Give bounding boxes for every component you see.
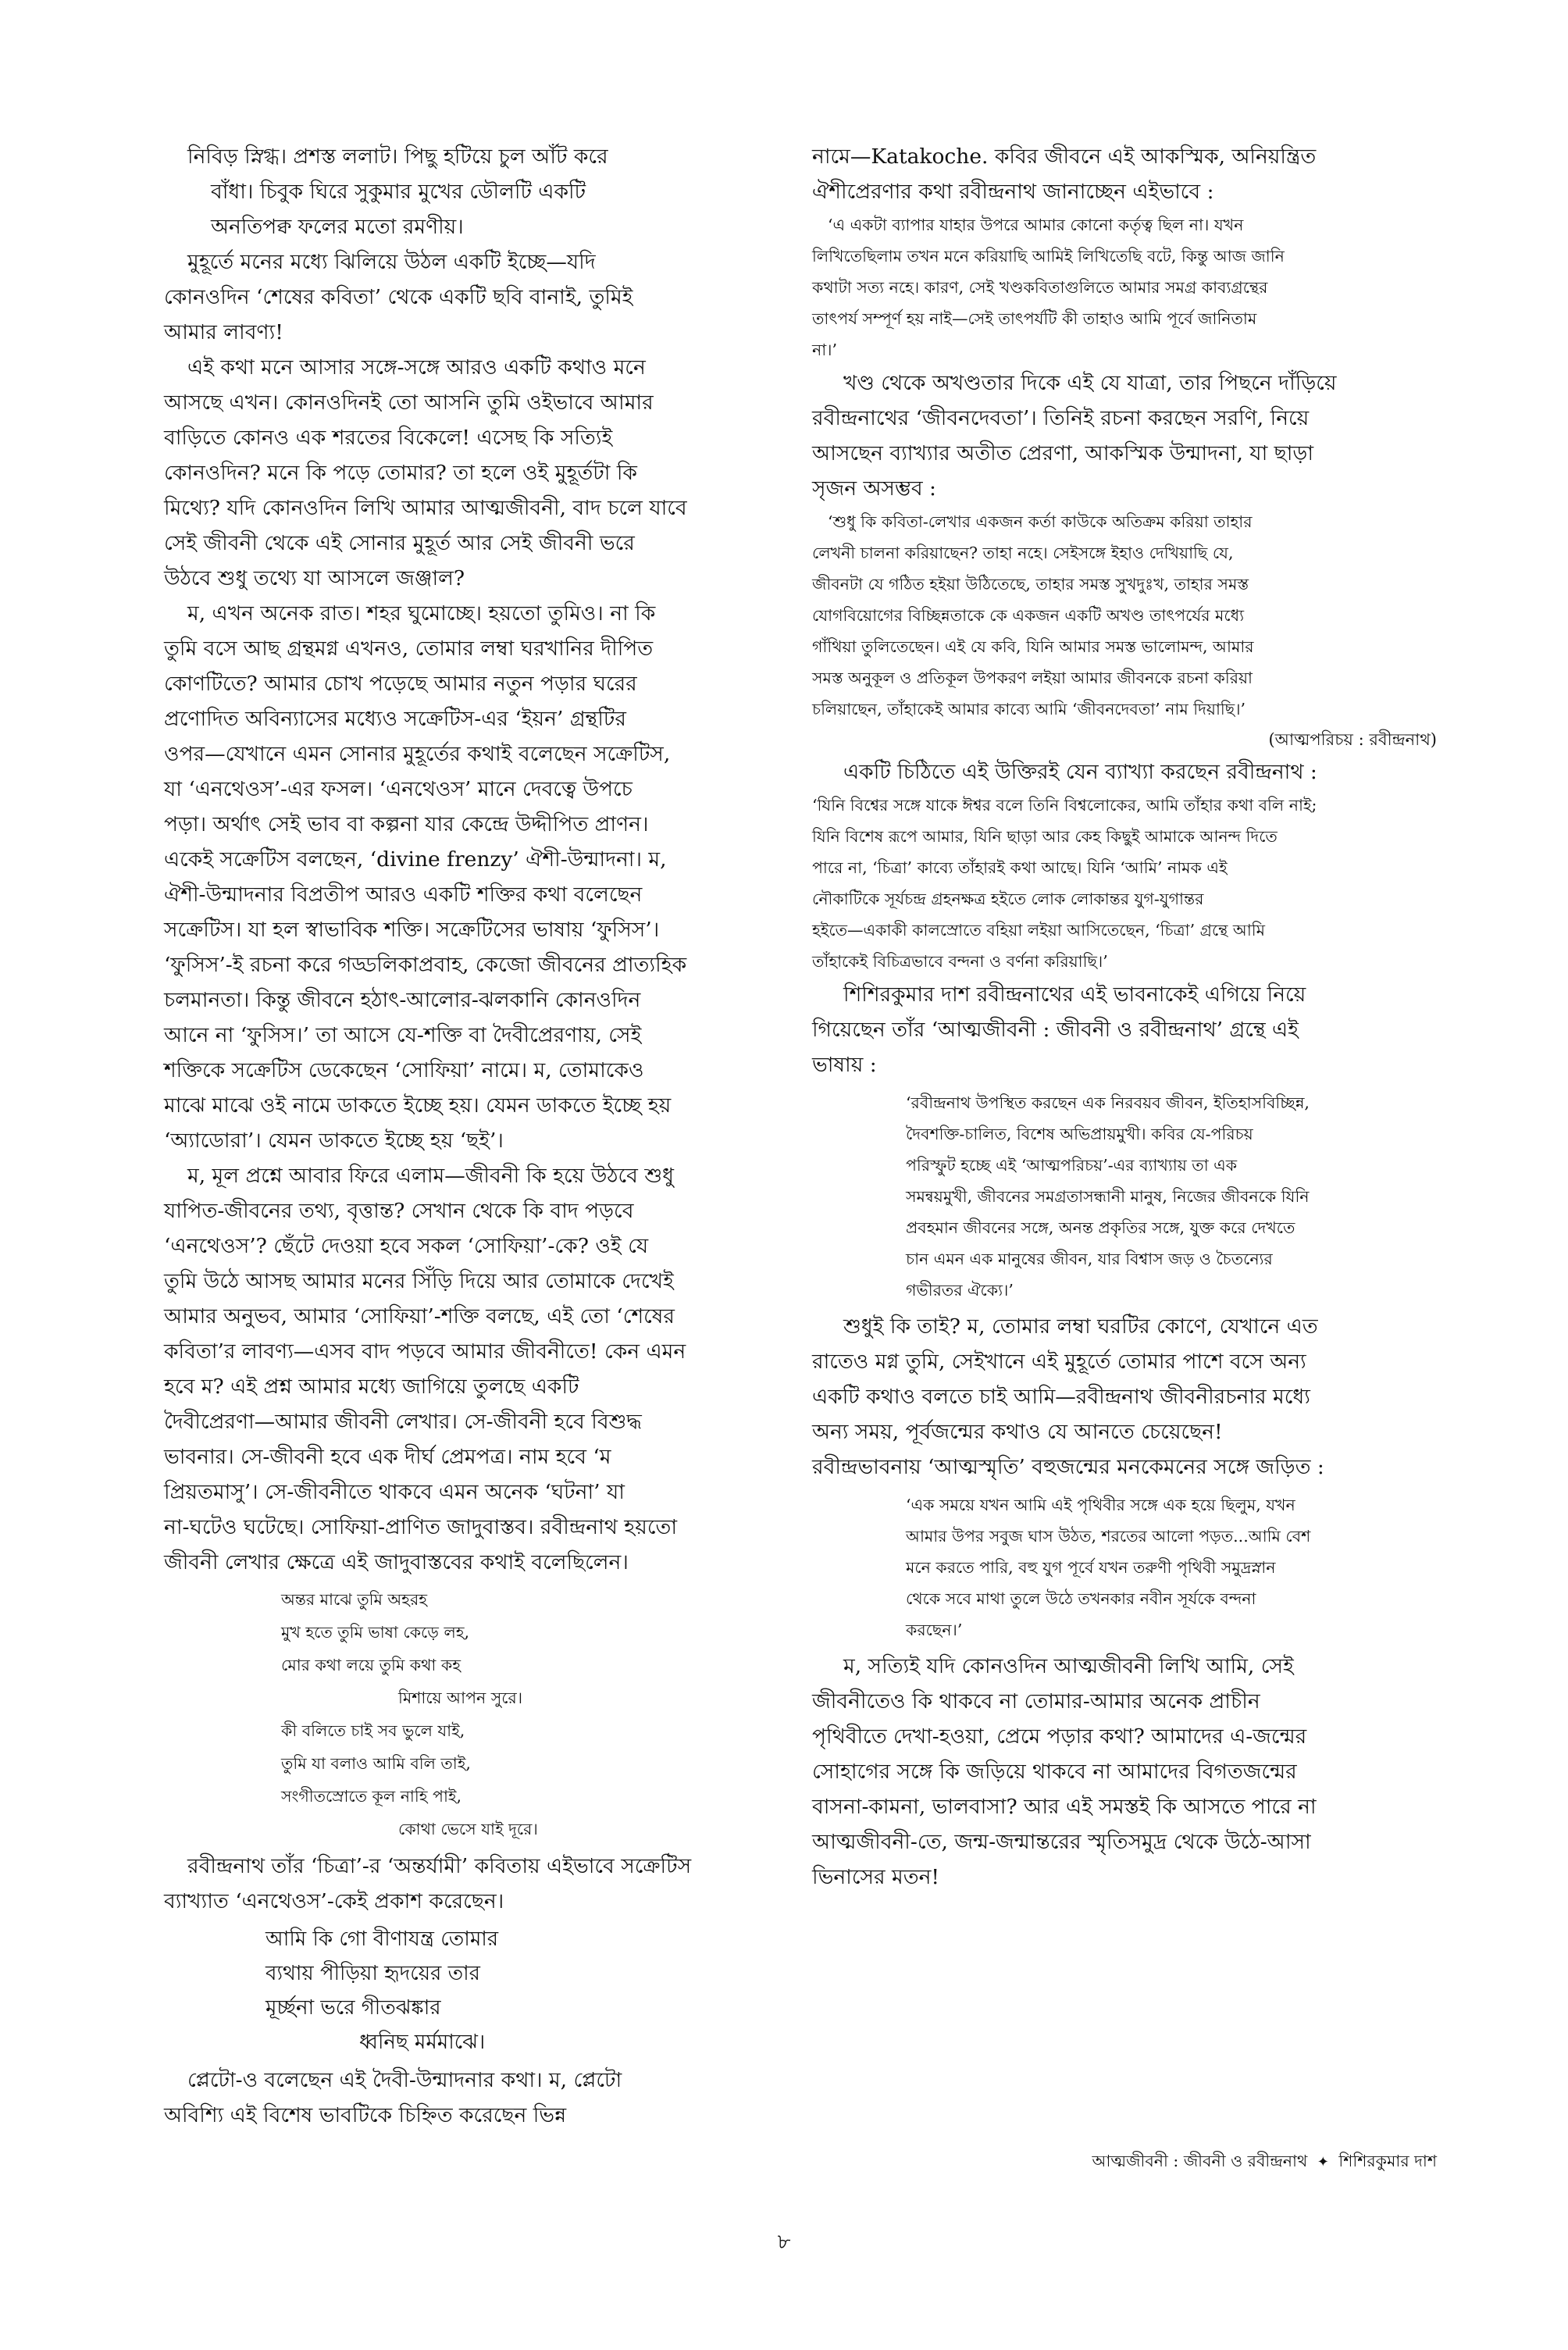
paragraph	[812, 366, 1437, 506]
poem-line: অন্তর মাঝে তুমি অহরহ	[281, 1590, 427, 1609]
text-line: প্লেটো-ও বলেছেন এই দৈবী-উন্মাদনার কথা। ম, প্লেটো	[187, 2068, 622, 2092]
text-line: ঐশীপ্রেরণার কথা রবীন্দ্রনাথ জানাচ্ছেন এইভাবে :	[812, 180, 1214, 204]
text-line: না।’	[812, 341, 838, 359]
text-line: সমস্ত অনুকূল ও প্রতিকূল উপকরণ লইয়া আমার জীবনকে রচনা করিয়া	[812, 669, 1253, 687]
text-line: গিয়েছেন তাঁর ‘আত্মজীবনী : জীবনী ও রবীন্দ্রনাথ’ গ্রন্থে এই	[812, 1018, 1299, 1042]
text-line: ম, মূল প্রশ্নে আবার ফিরে এলাম—জীবনী কি হয়ে উঠবে শুধু	[187, 1164, 675, 1188]
text-line: ভিনাসের মতন!	[812, 1865, 940, 1889]
text-line: নামে—Katakoche. কবির জীবনে এই আকস্মিক, অনিয়ন্ত্রিত	[812, 144, 1317, 169]
paragraph	[812, 977, 1437, 1082]
text-line: জীবনীতেও কি থাকবে না তোমার-আমার অনেক প্রাচীন	[812, 1689, 1260, 1713]
author-name: শিশিরকুমার দাশ	[1338, 2152, 1437, 2170]
text-line: সমন্বয়মুখী, জীবনের সমগ্রতাসন্ধানী মানুষ, নিজের জীবনকে যিনি	[906, 1187, 1310, 1206]
left-column	[164, 139, 765, 2133]
text-line: রাতেও মগ্ন তুমি, সেইখানে এই মুহূর্তে তোমার পাশে বসে অন্য	[812, 1350, 1306, 1374]
text-line: প্রণোদিত অবিন্যাসের মধ্যেও সক্রেটিস-এর ‘ইয়ন’ গ্রন্থটির	[164, 707, 626, 731]
text-line: পড়া। অর্থাৎ সেই ভাব বা কল্পনা যার কেন্দ্রে উদ্দীপিত প্রাণন।	[164, 812, 649, 836]
quotation	[906, 1087, 1437, 1306]
quotation	[906, 1489, 1437, 1646]
text-line: রবীন্দ্রনাথ তাঁর ‘চিত্রা’-র ‘অন্তর্যামী’ কবিতায় এইভাবে সক্রেটিস	[187, 1854, 692, 1878]
text-line: মাঝে মাঝে ওই নামে ডাকতে ইচ্ছে হয়। যেমন ডাকতে ইচ্ছে হয়	[164, 1093, 672, 1118]
text-line: করছেন।’	[906, 1621, 963, 1639]
text-line: জীবনী লেখার ক্ষেত্রে এই জাদুবাস্তবের কথাই বলেছিলেন।	[164, 1550, 629, 1574]
poem-line: সংগীতস্রোতে কূল নাহি পাই,	[281, 1787, 462, 1806]
text-line: রবীন্দ্রনাথের ‘জীবনদেবতা’। তিনিই রচনা করছেন সরণি, নিয়ে	[812, 406, 1310, 430]
paragraph	[164, 2063, 765, 2133]
text-line: প্রিয়তমাসু’। সে-জীবনীতে থাকবে এমন অনেক ‘ঘটনা’ যা	[164, 1480, 625, 1504]
text-line: যোগবিয়োগের বিচ্ছিন্নতাকে কে একজন একটি অখণ্ড তাৎপর্যের মধ্যে	[812, 606, 1245, 625]
paragraph	[164, 139, 765, 244]
text-line: ‘এ একটা ব্যাপার যাহার উপরে আমার কোনো কর্তৃত্ব ছিল না। যখন	[828, 216, 1244, 234]
text-line: অবিশ্যি এই বিশেষ ভাবটিকে চিহ্নিত করেছেন ভিন্ন	[164, 2103, 567, 2127]
text-line: শক্তিকে সক্রেটিস ডেকেছেন ‘সোফিয়া’ নামে। ম, তোমাকেও	[164, 1058, 644, 1082]
quotation	[812, 790, 1437, 977]
text-line: হবে ম? এই প্রশ্ন আমার মধ্যে জাগিয়ে তুলছে একটি	[164, 1375, 579, 1399]
text-line: আত্মজীবনী-তে, জন্ম-জন্মান্তরের স্মৃতিসমুদ্র থেকে উঠে-আসা	[812, 1830, 1311, 1854]
diamond-icon: ✦	[1317, 2154, 1329, 2170]
text-line: যাপিত-জীবনের তথ্য, বৃত্তান্ত? সেখান থেকে কি বাদ পড়বে	[164, 1199, 634, 1223]
text-line: তুমি বসে আছ গ্রন্থমগ্ন এখনও, তোমার লম্বা ঘরখানির দীপিত	[164, 637, 654, 661]
text-line: ম, সত্যিই যদি কোনওদিন আত্মজীবনী লিখি আমি, সেই	[843, 1654, 1294, 1678]
right-column	[812, 139, 1437, 1895]
poem-line: কোথা ভেসে যাই দূরে।	[398, 1820, 538, 1838]
text-line: ‘অ্যাডোরা’। যেমন ডাকতে ইচ্ছে হয় ‘ছই’।	[164, 1129, 504, 1153]
text-line: পারে না, ‘চিত্রা’ কাব্যে তাঁহারই কথা আছে। যিনি ‘আমি’ নামক এই	[812, 858, 1228, 877]
paragraph	[164, 350, 765, 596]
poem-line: তুমি যা বলাও আমি বলি তাই,	[281, 1754, 471, 1773]
poem-excerpt-antarjami	[164, 1583, 765, 1845]
text-line: অনতিপক্ব ফলের মতো রমণীয়।	[211, 215, 464, 239]
text-line: ম, এখন অনেক রাত। শহর ঘুমোচ্ছে। হয়তো তুমিও। না কি	[187, 601, 656, 626]
poem-line: আমি কি গো বীণাযন্ত্র তোমার	[265, 1927, 499, 1951]
paragraph	[812, 1309, 1437, 1485]
text-line: এই কথা মনে আসার সঙ্গে-সঙ্গে আরও একটি কথাও মনে	[187, 355, 646, 380]
page-number: ৮	[777, 2231, 791, 2254]
text-line: কোণটিতে? আমার চোখ পড়েছে আমার নতুন পড়ার ঘরের	[164, 672, 637, 696]
text-line: কবিতা’র লাবণ্য—এসব বাদ পড়বে আমার জীবনীতে! কেন এমন	[164, 1339, 686, 1364]
paragraph	[812, 754, 1437, 790]
text-line: কোনওদিন? মনে কি পড়ে তোমার? তা হলে ওই মুহূর্তটা কি	[164, 461, 637, 485]
text-line: ‘রবীন্দ্রনাথ উপস্থিত করছেন এক নিরবয়ব জীবন, ইতিহাসবিচ্ছিন্ন,	[906, 1093, 1310, 1112]
text-line: সক্রেটিস। যা হল স্বাভাবিক শক্তি। সক্রেটিসের ভাষায় ‘ফুসিস’।	[164, 918, 660, 942]
text-line: লিখিতেছিলাম তখন মনে করিয়াছি আমিই লিখিতেছি বটে, কিন্তু আজ জানি	[812, 247, 1285, 266]
text-line: ‘যিনি বিশ্বের সঙ্গে যাকে ঈশ্বর বলে তিনি বিশ্বলোকের, আমি তাঁহার কথা বলি নাই;	[812, 796, 1317, 815]
text-line: ‘এক সময়ে যখন আমি এই পৃথিবীর সঙ্গে এক হয়ে ছিলুম, যখন	[906, 1496, 1295, 1514]
text-line: শুধুই কি তাই? ম, তোমার লম্বা ঘরটির কোণে, যেখানে এত	[843, 1314, 1318, 1339]
text-line: শিশিরকুমার দাশ রবীন্দ্রনাথের এই ভাবনাকেই এগিয়ে নিয়ে	[843, 982, 1306, 1007]
text-line: একেই সক্রেটিস বলছেন, ‘divine frenzy’ ঐশী-উন্মাদনা। ম,	[164, 847, 667, 872]
text-line: ব্যাখ্যাত ‘এনথেওস’-কেই প্রকাশ করেছেন।	[164, 1889, 504, 1913]
poem-line: ব্যথায় পীড়িয়া হৃদয়ের তার	[265, 1962, 480, 1985]
text-line: চলমানতা। কিন্তু জীবনে হঠাৎ-আলোর-ঝলকানি কোনওদিন	[164, 988, 641, 1012]
text-line: একটি কথাও বলতে চাই আমি—রবীন্দ্রনাথ জীবনীরচনার মধ্যে	[812, 1385, 1310, 1409]
text-line: আসছেন ব্যাখ্যার অতীত প্রেরণা, আকস্মিক উন্মাদনা, যা ছাড়া	[812, 441, 1314, 465]
poem-line: কী বলিতে চাই সব ভুলে যাই,	[281, 1721, 465, 1740]
text-line: নিবিড় স্নিগ্ধ। প্রশস্ত ললাট। পিছু হটিয়ে চুল আঁট করে	[187, 144, 608, 169]
text-line: বাঁধা। চিবুক ঘিরে সুকুমার মুখের ডৌলটি একটি	[211, 180, 586, 204]
text-line: জীবনটা যে গঠিত হইয়া উঠিতেছে, তাহার সমস্ত সুখদুঃখ, তাহার সমস্ত	[812, 575, 1249, 594]
text-line: ভাবনার। সে-জীবনী হবে এক দীর্ঘ প্রেমপত্র। নাম হবে ‘ম	[164, 1445, 611, 1469]
text-line: আমার অনুভব, আমার ‘সোফিয়া’-শক্তি বলছে, এই তো ‘শেষের	[164, 1304, 675, 1328]
text-line: মনে করতে পারি, বহু যুগ পূর্বে যখন তরুণী পৃথিবী সমুদ্রস্নান	[906, 1558, 1276, 1577]
text-line: আসছে এখন। কোনওদিনই তো আসনি তুমি ওইভাবে আমার	[164, 390, 654, 415]
text-line: তাৎপর্য সম্পূর্ণ হয় নাই—সেই তাৎপর্যটি কী তাহাও আমি পূর্বে জানিতাম	[812, 309, 1257, 328]
text-line: গভীরতর ঐক্যে।’	[906, 1281, 1014, 1300]
poem-line: মোর কথা লয়ে তুমি কথা কহ	[281, 1656, 461, 1674]
text-line: মিথ্যে? যদি কোনওদিন লিখি আমার আত্মজীবনী, বাদ চলে যাবে	[164, 496, 687, 520]
text-line: ঐশী-উন্মাদনার বিপ্রতীপ আরও একটি শক্তির কথা বলেছেন	[164, 883, 643, 907]
text-line: আমার উপর সবুজ ঘাস উঠত, শরতের আলো পড়ত...আমি বেশ	[906, 1527, 1311, 1546]
text-line: ওপর—যেখানে এমন সোনার মুহূর্তের কথাই বলেছেন সক্রেটিস,	[164, 742, 671, 766]
text-line: পরিস্ফুট হচ্ছে এই ‘আত্মপরিচয়’-এর ব্যাখ্যায় তা এক	[906, 1156, 1238, 1175]
text-line: ‘ফুসিস’-ই রচনা করে গড্ডলিকাপ্রবাহ, কেজো জীবনের প্রাত্যহিক	[164, 953, 687, 977]
poem-line: মিশায়ে আপন সুরে।	[398, 1689, 523, 1707]
text-line: আমার লাবণ্য!	[164, 320, 283, 344]
text-line: অন্য সময়, পূর্বজন্মের কথাও যে আনতে চেয়েছেন!	[812, 1420, 1223, 1444]
paragraph	[164, 1158, 765, 1580]
citation: (আত্মপরিচয় : রবীন্দ্রনাথ)	[1268, 730, 1437, 749]
text-line: সেই জীবনী থেকে এই সোনার মুহূর্ত আর সেই জীবনী ভরে	[164, 531, 635, 555]
paragraph	[164, 244, 765, 350]
quotation	[812, 506, 1437, 725]
text-line: লেখনী চালনা করিয়াছেন? তাহা নহে। সেইসঙ্গে ইহাও দেখিয়াছি যে,	[812, 544, 1234, 562]
text-line: যিনি বিশেষ রূপে আমার, যিনি ছাড়া আর কেহ কিছুই আমাকে আনন্দ দিতে	[812, 827, 1278, 846]
paragraph	[164, 1849, 765, 1919]
text-line: তাঁহাকেই বিচিত্রভাবে বন্দনা ও বর্ণনা করিয়াছি।’	[812, 952, 1108, 971]
text-line: ‘শুধু কি কবিতা-লেখার একজন কর্তা কাউকে অতিক্রম করিয়া তাহার	[828, 512, 1253, 531]
paragraph	[812, 1649, 1437, 1895]
text-line: বাড়িতে কোনও এক শরতের বিকেলে! এসেছ কি সত্যিই	[164, 426, 613, 450]
text-line: মুহূর্তে মনের মধ্যে ঝিলিয়ে উঠল একটি ইচ্ছে—যদি	[187, 250, 596, 274]
poem-line: ধ্বনিছ মর্মমাঝে।	[359, 2031, 486, 2054]
text-line: গাঁথিয়া তুলিতেছেন। এই যে কবি, যিনি আমার সমস্ত ভালোমন্দ, আমার	[812, 637, 1254, 656]
text-line: দৈবশক্তি-চালিত, বিশেষ অভিপ্রায়মুখী। কবির যে-পরিচয়	[906, 1125, 1253, 1143]
text-line: প্রবহমান জীবনের সঙ্গে, অনন্ত প্রকৃতির সঙ্গে, যুক্ত করে দেখতে	[906, 1218, 1295, 1237]
text-line: তুমি উঠে আসছ আমার মনের সিঁড়ি দিয়ে আর তোমাকে দেখেই	[164, 1269, 674, 1293]
text-line: বাসনা-কামনা, ভালবাসা? আর এই সমস্তই কি আসতে পারে না	[812, 1795, 1317, 1819]
text-line: ভাষায় :	[812, 1053, 877, 1077]
text-line: কোনওদিন ‘শেষের কবিতা’ থেকে একটি ছবি বানাই, তুমিই	[164, 285, 633, 309]
text-line: চান এমন এক মানুষের জীবন, যার বিশ্বাস জড় ও চৈতন্যের	[906, 1250, 1273, 1268]
poem-line: মূর্চ্ছনা ভরে গীতঝঙ্কার	[265, 1996, 441, 2020]
text-line: সৃজন অসম্ভব :	[812, 476, 936, 501]
text-line: পৃথিবীতে দেখা-হওয়া, প্রেমে পড়ার কথা? আমাদের এ-জন্মের	[812, 1724, 1307, 1749]
text-line: দৈবীপ্রেরণা—আমার জীবনী লেখার। সে-জীবনী হবে বিশুদ্ধ	[164, 1410, 642, 1434]
text-line: না-ঘটেও ঘটেছে। সোফিয়া-প্রাণিত জাদুবাস্তব। রবীন্দ্রনাথ হয়তো	[164, 1515, 678, 1539]
text-line: একটি চিঠিতে এই উক্তিরই যেন ব্যাখ্যা করছেন রবীন্দ্রনাথ :	[843, 760, 1317, 784]
text-line: খণ্ড থেকে অখণ্ডতার দিকে এই যে যাত্রা, তার পিছনে দাঁড়িয়ে	[843, 371, 1337, 395]
running-footer	[992, 2149, 1437, 2174]
text-line: রবীন্দ্রভাবনায় ‘আত্মস্মৃতি’ বহুজন্মের মনকেমনের সঙ্গে জড়িত :	[812, 1455, 1324, 1479]
poem-excerpt-bina	[164, 1922, 765, 2059]
text-line: ‘এনথেওস’? ছেঁটে দেওয়া হবে সকল ‘সোফিয়া’-কে? ওই যে	[164, 1234, 649, 1258]
text-line: কথাটা সত্য নহে। কারণ, সেই খণ্ডকবিতাগুলিতে আমার সমগ্র কাব্যগ্রন্থের	[812, 278, 1268, 297]
text-line: আনে না ‘ফুসিস।’ তা আসে যে-শক্তি বা দৈবীপ্রেরণায়, সেই	[164, 1023, 642, 1047]
text-line: নৌকাটিকে সূর্যচন্দ্র গ্রহনক্ষত্র হইতে লোক লোকান্তর যুগ-যুগান্তর	[812, 890, 1204, 908]
quotation	[812, 209, 1437, 366]
paragraph	[812, 139, 1437, 209]
text-line: সোহাগের সঙ্গে কি জড়িয়ে থাকবে না আমাদের বিগতজন্মের	[812, 1760, 1297, 1784]
poem-line: মুখ হতে তুমি ভাষা কেড়ে লহ,	[281, 1623, 470, 1642]
paragraph	[164, 596, 765, 1158]
text-line: চলিয়াছেন, তাঁহাকেই আমার কাব্যে আমি ‘জীবনদেবতা’ নাম দিয়াছি।’	[812, 700, 1246, 719]
text-line: উঠবে শুধু তথ্যে যা আসলে জঞ্জাল?	[164, 566, 465, 590]
text-line: থেকে সবে মাথা তুলে উঠে তখনকার নবীন সূর্যকে বন্দনা	[906, 1589, 1256, 1608]
text-line: যা ‘এনথেওস’-এর ফসল। ‘এনথেওস’ মানে দেবত্বে উপচে	[164, 777, 633, 801]
book-title: আত্মজীবনী : জীবনী ও রবীন্দ্রনাথ	[1092, 2152, 1308, 2170]
text-line: হইতে—একাকী কালস্রোতে বহিয়া লইয়া আসিতেছেন, ‘চিত্রা’ গ্রন্থে আমি	[812, 921, 1266, 940]
